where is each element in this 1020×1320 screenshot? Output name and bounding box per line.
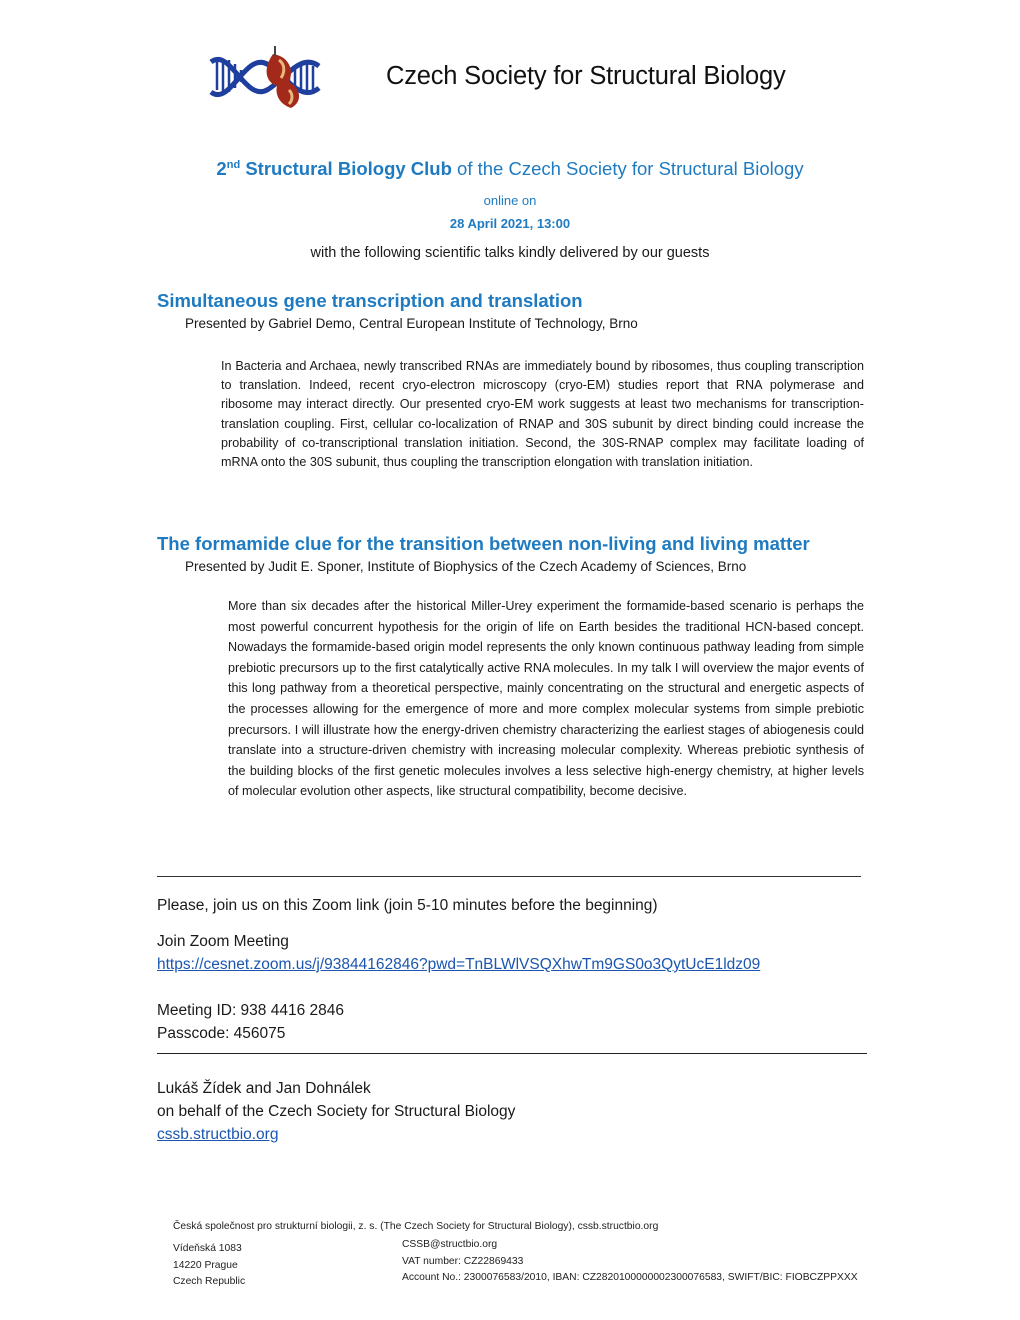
event-title-bold: Structural Biology Club: [245, 158, 452, 179]
footer-vat: VAT number: CZ22869433: [402, 1255, 524, 1267]
horizontal-rule: [157, 1053, 867, 1054]
footer-line: Česká společnost pro strukturní biologii, z. s. (The Czech Society for Structural Biology), cssb.structbio.org: [173, 1221, 659, 1232]
footer-email: CSSB@structbio.org: [402, 1239, 498, 1250]
footer-contact: [402, 1237, 858, 1287]
signoff-behalf: on behalf of the Czech Society for Structural Biology: [157, 1103, 516, 1120]
online-on-label: online on: [483, 193, 537, 208]
footer-country: Czech Republic: [173, 1276, 246, 1287]
meeting-id: Meeting ID: 938 4416 2846: [157, 1002, 344, 1019]
event-title-sup: nd: [226, 158, 241, 171]
footer-city: 14220 Prague: [173, 1259, 238, 1271]
signoff-names: Lukáš Žídek and Jan Dohnálek: [157, 1080, 371, 1097]
footer-street: Vídeňská 1083: [173, 1243, 242, 1254]
talk-title: The formamide clue for the transition between non-living and living matter: [157, 533, 810, 554]
zoom-meeting-link[interactable]: https://cesnet.zoom.us/j/93844162846?pwd=TnBLWlVSQXhwTm9GS0o3QytUcE1ldz09: [157, 956, 761, 973]
zoom-intro: Please, join us on this Zoom link (join 5-10 minutes before the beginning): [157, 897, 658, 914]
meeting-passcode: Passcode: 456075: [157, 1025, 286, 1042]
dna-helix-logo: [205, 42, 325, 114]
talks-intro: with the following scientific talks kindly delivered by our guests: [310, 245, 710, 261]
footer-account: Account No.: 2300076583/2010, IBAN: CZ2820100000002300076583, SWIFT/BIC: FIOBCZPPXXX: [402, 1272, 858, 1283]
society-title: Czech Society for Structural Biology: [386, 62, 786, 90]
talk-abstract: More than six decades after the historical Miller-Urey experiment the formamide-based scenario is perhaps the most powerful concurrent hypothesis for the origin of life on Earth besides the traditional HCN-based concept. Nowadays the formamide-based origin model represents the only known continuous pathway leading from simple prebiotic precursors up to the first catalytically active RNA molecules. In my talk I will overview the major events of this long pathway from a theoretical perspective, mainly concentrating on the structural and energetic aspects of the processes allowing for the emergence of more and more complex molecular systems from simple prebiotic precursors. I will illustrate how the energy-driven chemistry characterizing the earliest stages of abiogenesis could translate into a structure-driven chemistry with increasing molecular complexity. Whereas prebiotic synthesis of the building blocks of the first genetic molecules involves a less selective high-energy chemistry, at higher levels of molecular evolution other aspects, like structural compatibility, become decisive.: [228, 599, 864, 799]
society-website-link[interactable]: cssb.structbio.org: [157, 1126, 279, 1143]
event-date: 28 April 2021, 13:00: [449, 216, 571, 231]
talk-abstract: In Bacteria and Archaea, newly transcribed RNAs are immediately bound by ribosomes, thus coupling transcription to translation. Indeed, recent cryo-electron microscopy (cryo-EM) studies report that RNA polymerase and ribosome may interact directly. Our presented cryo-EM work suggests at least two mechanisms for transcription-translation coupling. First, cellular co-localization of RNAP and 30S subunit by direct binding could increase the probability of co-transcriptional translation initiation. Second, the 30S-RNAP complex may facilitate loading of mRNA onto the 30S subunit, thus coupling the transcription elongation with translation initiation.: [221, 359, 864, 470]
footer-address: [173, 1241, 245, 1291]
event-title-number: 2: [216, 158, 227, 179]
talk-title: Simultaneous gene transcription and translation: [157, 290, 583, 311]
talk-presenter: Presented by Judit E. Sponer, Institute of Biophysics of the Czech Academy of Sciences, Brno: [185, 559, 747, 574]
divider: [157, 876, 861, 877]
talk-presenter: Presented by Gabriel Demo, Central European Institute of Technology, Brno: [185, 316, 638, 331]
zoom-join-block: [157, 930, 760, 976]
event-title-rest: of the Czech Society for Structural Biology: [451, 158, 804, 179]
meeting-details: [157, 999, 344, 1045]
zoom-join-label: Join Zoom Meeting: [157, 933, 289, 950]
event-title: [0, 158, 1020, 180]
signoff: [157, 1077, 515, 1146]
